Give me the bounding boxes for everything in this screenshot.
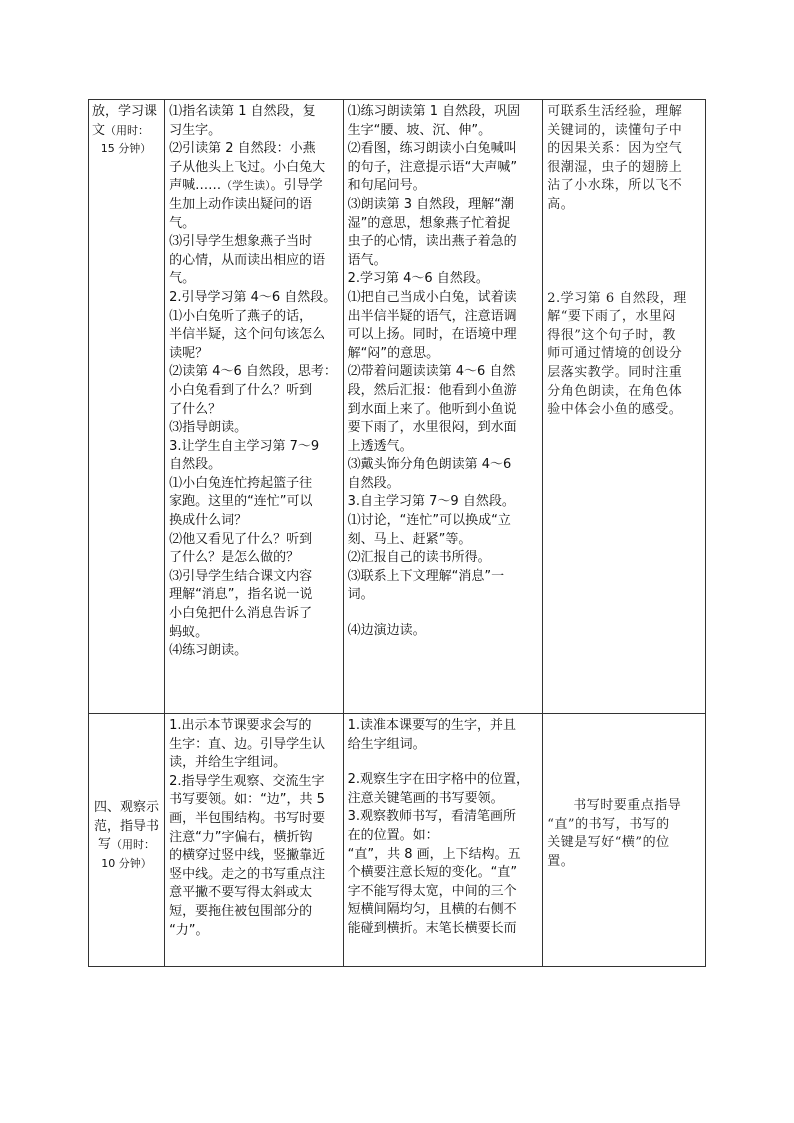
text-line: 生加上动作读出疑问的语 — [169, 196, 313, 212]
text-line: 词。 — [347, 587, 374, 603]
text-line: 气。 — [169, 215, 196, 231]
text-line: 1.出示本节课要求会写的 — [169, 718, 312, 733]
text-line: 竖中线。走之的书写重点注 — [169, 866, 326, 882]
stage-line: 范，指导书 — [94, 818, 160, 834]
text-line: 蚂蚁。 — [169, 624, 209, 640]
text-line: 到水面上来了。他听到小鱼说 — [347, 401, 517, 417]
text-line: 的因果关系：因为空气 — [547, 141, 683, 157]
text-line: ⑶引导学生结合课文内容 — [169, 568, 313, 584]
text-line: “直”，共 8 画，上下结构。五 — [347, 846, 521, 862]
text-line: ⑵他又看见了什么？听到 — [169, 531, 313, 547]
student-activity-cell — [343, 714, 543, 967]
text-line: 小白兔看到了什么？听到 — [169, 382, 313, 398]
text-line: 家跑。这里的“连忙”可以 — [169, 494, 313, 510]
text-line: ⑷练习朗读。 — [169, 643, 248, 659]
text-line: 2.指导学生观察、交流生字 — [169, 773, 325, 789]
text-line: 注意关键笔画的书写要领。 — [347, 790, 504, 806]
text-line: 验中体会小鱼的感受。 — [547, 402, 683, 418]
text-line: ⑶引导学生想象燕子当时 — [169, 234, 313, 250]
text-line: 读，并给生字组词。 — [169, 755, 287, 771]
text-line: 字不能写得太宽，中间的三个 — [347, 883, 517, 899]
text-line: 注意“力”字偏右，横折钩 — [169, 829, 313, 845]
text-line: 生字：直、边。引导学生认 — [169, 736, 326, 752]
text-line: 1.读准本课要写的生字，并且 — [347, 718, 517, 733]
text-line: 分角色朗读，在角色体 — [547, 383, 683, 399]
text-line: 要下雨了，水里很闷，到水面 — [347, 420, 517, 436]
text-line: 3.让学生自主学习第 7～9 — [169, 438, 320, 454]
teacher-activity-cell — [165, 100, 344, 714]
text-line: 习生字。 — [169, 122, 222, 138]
text-line: 3.观察教师书写，看清笔画所 — [347, 809, 517, 825]
design-intent-cell — [543, 714, 706, 967]
text-line: 得很”这个句子时，教 — [547, 327, 676, 343]
text-line: 声喊……（学生读）。引导学 — [169, 178, 323, 194]
text-line: 和句尾问号。 — [347, 178, 426, 194]
text-line: 解“闷”的意思。 — [347, 345, 440, 361]
text-line: ⑴把自己当成小白兔，试着读 — [347, 289, 517, 305]
student-read-note: （学生读） — [221, 179, 271, 193]
intent-block-2 — [547, 215, 701, 420]
text-line: ⑶联系上下文理解“消息”一 — [347, 568, 505, 584]
design-intent-cell — [543, 100, 706, 714]
text-line: 湿”的意思，想象燕子忙着捉 — [347, 215, 511, 231]
text-line: 3.自主学习第 7～9 自然段。 — [347, 494, 515, 510]
text-line: ⑴小白兔听了燕子的话， — [169, 308, 313, 324]
text-line: ⑴小白兔连忙挎起篮子往 — [169, 475, 313, 491]
text-line: 画，半包围结构。书写时要 — [169, 810, 326, 826]
student-activity-cell — [343, 100, 543, 714]
text-line: 段，然后汇报：他看到小鱼游 — [347, 382, 517, 398]
text-line: ⑴指名读第 1 自然段，复 — [169, 104, 316, 119]
text-line: 书写要领。如：“边”，共 5 — [169, 792, 325, 808]
text-line: 能碰到横折。末笔长横要长而 — [347, 920, 517, 936]
text-line: 解“要下雨了，水里闷 — [547, 309, 676, 325]
text-line: 意平撇不要写得太斜或太 — [169, 885, 313, 901]
table-row — [89, 714, 706, 967]
spacer — [348, 754, 539, 771]
text-line: ⑶朗读第 3 自然段，理解“潮 — [347, 196, 514, 212]
text-line: ⑵读第 4～6 自然段，思考： — [169, 364, 337, 380]
text-line: 刻、马上、赶紧”等。 — [347, 531, 472, 547]
text-line: ⑶戴头饰分角色朗读第 4～6 — [347, 457, 512, 473]
teacher-activity-cell — [165, 714, 344, 967]
text-line: 的句子，注意提示语“大声喊” — [347, 159, 518, 175]
text-line: 出半信半疑的语气，注意语调 — [347, 308, 517, 324]
stage-cell — [89, 100, 165, 714]
text-line: 了什么？ — [169, 401, 222, 417]
intent-block — [547, 717, 701, 871]
text-line: 可联系生活经验，理解 — [547, 104, 683, 119]
text-line: ⑷边演边读。 — [347, 623, 426, 639]
text-line: 自然段。 — [169, 457, 222, 473]
lesson-plan-table — [88, 99, 706, 967]
text-line: 小白兔把什么消息告诉了 — [169, 606, 313, 622]
text-line: 2.观察生字在田字格中的位置， — [347, 772, 530, 788]
text-line: 换成什么词？ — [169, 513, 248, 529]
text-line: 短，要拖住被包围部分的 — [169, 903, 313, 919]
text-line: 了什么？是怎么做的？ — [169, 550, 300, 566]
text-line: 上透透气。 — [347, 438, 413, 454]
stage-line: 写（用时： — [98, 837, 156, 853]
text-line: 生字“腰、坡、沉、伸”。 — [347, 122, 492, 138]
text-line: ⑵汇报自己的读书所得。 — [347, 550, 491, 566]
text-line: 关键是写好“横”的位 — [547, 835, 670, 851]
text-line: 自然段。 — [347, 475, 400, 491]
text-line: 气。 — [169, 271, 196, 287]
text-line: 书写时要重点指导 — [573, 798, 682, 813]
text-line: 沾了小水珠，所以飞不 — [547, 178, 683, 194]
text-line: 可以上扬。同时，在语境中理 — [347, 327, 517, 343]
text-line: 很潮湿，虫子的翅膀上 — [547, 159, 683, 175]
stage-block — [93, 717, 160, 873]
text-line: 2.学习第 4～6 自然段。 — [347, 271, 489, 287]
text-line: 高。 — [547, 196, 575, 212]
stage-line: 四、观察示 — [94, 800, 160, 815]
text-line: ⑴练习朗读第 1 自然段，巩固 — [347, 104, 521, 119]
spacer — [348, 605, 539, 622]
text-line: ⑴讨论，“连忙”可以换成“立 — [347, 513, 511, 529]
table-row — [89, 100, 706, 714]
text-line: 2.学习第 6 自然段，理 — [547, 290, 687, 306]
text-line: 读呢？ — [169, 345, 209, 361]
text-line: ⑶指导朗读。 — [169, 420, 248, 436]
text-line: 理解“消息”，指名说一说 — [169, 587, 313, 603]
text-line: 半信半疑，这个问句该怎么 — [169, 327, 326, 343]
text-line: 虫子的心情，读出燕子着急的 — [347, 234, 517, 250]
text-line: 个横要注意长短的变化。“直” — [347, 865, 518, 881]
stage-line: 10 分钟） — [101, 856, 152, 870]
stage-line: 放，学习课 — [92, 104, 158, 119]
text-line: “直”的书写，书写的 — [547, 816, 670, 832]
text-line: 关键词的，读懂句子中 — [547, 122, 683, 138]
text-line: 置。 — [547, 853, 575, 869]
text-line: 师可通过情境的创设分 — [547, 346, 683, 362]
stage-time-label: （用时： — [111, 838, 156, 852]
text-line: 语气。 — [347, 252, 387, 268]
text-line: 层落实教学。同时注重 — [547, 364, 683, 380]
text-line: ⑵带着问题读读第 4～6 自然 — [347, 364, 516, 380]
text-line: 给生字组词。 — [347, 736, 426, 752]
text-line: 2.引导学习第 4～6 自然段。 — [169, 289, 337, 305]
text-line: 的横穿过竖中线，竖撇靠近 — [169, 848, 326, 864]
text-line: 的心情，从而读出相应的语 — [169, 252, 326, 268]
text-line: “力”。 — [169, 922, 209, 938]
text-line: 短横间隔均匀，且横的右侧不 — [347, 902, 517, 918]
stage-time-label: （用时： — [105, 123, 150, 137]
text-line: ⑵看图，练习朗读小白兔喊叫 — [347, 141, 517, 157]
text-line: ⑵引读第 2 自然段：小燕 — [169, 141, 316, 157]
text-line: 子从他头上飞过。小白兔大 — [169, 159, 326, 175]
stage-line: 文（用时： — [92, 122, 150, 138]
stage-line: 15 分钟） — [100, 142, 152, 156]
stage-cell — [89, 714, 165, 967]
text-line: 在的位置。如： — [347, 827, 439, 843]
